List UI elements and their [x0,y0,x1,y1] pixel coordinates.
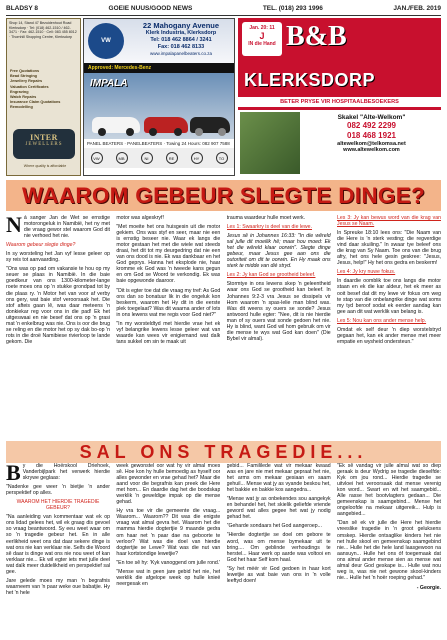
service-item: Free Quotations [10,69,40,73]
lesson-heading: Les 1: Swaarkry is deel van die lewe. [226,224,313,231]
subheading: WAAROM HET HIERDIE TRAGEDIE GEBEUR? [16,499,100,512]
service-item: Jewellery Repairs [10,79,43,84]
service-item: Insurance Claim Quotations [10,100,61,105]
panelbeater-info [128,19,234,63]
bnb-call-label: Skakel "Alte-Welkom" [337,114,406,121]
approved-brand: Approved: Mercedes-Benz [84,63,234,73]
article1-column-4 [337,215,441,441]
logo-mid-text: J [259,31,265,41]
paragraph: In daardie oomblik toe ons langs die motor staan en ek die kar aldeur, het ek meer as ooit besef dat dit my lewe vir fokus om weg te stap van die onbelangrike dinge wat soms my tyd beroof sodat ek eerder aandag kan gee aan dit wat werklik van belang is. [336,278,441,315]
jeweller-ad[interactable] [6,18,81,176]
article2-column-1 [6,463,110,635]
jeweller-tagline: Where quality is affordable [23,164,67,168]
article1-headline-banner [6,180,441,211]
subheading: Waarom gebeur slegte dinge? [6,242,76,249]
paragraph-text: y die Hoërskool Driehoek, Vanderbijlpark het verwerk hierdie skrywe geglaas: [22,463,110,482]
brand-badges [84,148,234,168]
bnb-website[interactable]: www.altewelkom.com [343,147,400,153]
paragraph: "Met moeite het ons huisgesin uit die motor gekiem. Ons was styf en seer, maar nie een is ernstig beseer nie. Waar ek langs die motor gestaan het met die wiele wat steeds draai, het dit tot my deurgedring dat nie een van ons dood is nie. Ek was dankbaar en het God geprys. Hanna het eksplode nie, haar kromme ek God was 'n tweede kans gegun en om God se Woord te verkondig. Ek was baie opgewonde daaroor. [116,224,221,285]
cars-image [84,73,234,139]
jeweller-address: Shop 14, Stand 47 Bezuidenhout Road Klerksdorp · Tel: (018) 462-1510 / 462-3471 · Fax: 462-1510 · Cell: 083 455 8012 · Thornhill Shopping Centre, Klerksdorp [9,21,77,39]
paragraph: "Geharde sondaars het God aangeroep... [226,523,322,530]
paragraph: Hy vra toe vir die gemeente die vraag... Waarom... Waarom?? Dit was die enigste vraag wat almal gevra het. Waarom het die mamma hierdie dogtertjie 9 maande gedra om haar net 'n paar dae na geboorte te verloor? Wat was die doel van hierdie dogtertjie se Lewe? Wat was die nut van haar kortstondige lewetjie? [116,508,221,557]
brand-badge-icon: TO [216,152,228,164]
panelbeater-header [84,19,234,63]
jeweller-logo-text: INTER [30,133,58,142]
bnb-contact-panel [238,110,441,176]
paragraph: In sy worsteling het Jan vyf lesse geleer op sy reis tot aanvaarding. [6,251,110,264]
service-item: Remodelling [10,105,33,110]
article1-body [6,215,441,441]
dropcap: B [6,463,21,485]
article2-column-4 [337,463,441,635]
paragraph: "Na aanleiding van kommentaar wat ek op ons lidad gelees het, wil ek graag dis gevoel so vraag beantwoord. Sy eeu weet waar om so 'n tragedie gebeur het. En in alle eerlikheid weet ons dat daar sekere dinge is wat ons nie kan verklaar nie. Selfs die Woord sê daar is dinge wat ons nie nou weet of kan verklaar nie... Ek wil egter iets met julle deel wat dalk meer duidelikheid en perspektief sal gee. [6,514,110,575]
service-item: Engraving [10,89,29,94]
author-signature: - Georgie. [416,584,441,591]
bnb-email[interactable]: altewelkom@telkomsa.net [337,141,406,147]
paragraph: "Dit is egter toe dat die vraag my tref: As God ons dan so bonatuur lik in die ongeluk kon beskerm, waarom het Hy dit in die eerste plek toegelaat? Was dit waarna ander of lots in ons lewens wat me regis voor God niet?" [116,287,221,318]
bnb-title: B&B [286,21,347,52]
paragraph: "Sy het méér vir God gedoen in haar kort lewetjie as wat baie van ons in 'n volle leeftyd doen! [226,565,331,584]
panelbeater-web[interactable]: www.impalapanelbeaters.co.za [149,51,213,56]
article1-column-1 [6,215,110,441]
paragraph: In Spreuke 18:10 lees ons: "Die Naam van die Here is 'n sterk vesting; die regverdige vind daar skuiling." In swaar tye beleef ons die krag van Sy Naam. Toe ons van die brug afry, het ons hele gesin geskree: "Jesus, Jesus, help!" Hy het ons gedra en beskerm! [336,230,441,267]
paragraph: "Mense wat in geen jare gebid het nie, het werklik die afgelope week op hulle knieë neergesak en [116,568,221,587]
article1-column-3 [227,215,331,441]
guesthouse-photo [240,112,300,174]
panelbeater-caption: PANEL BEATERS · PANELBEATERS · Towing 24 Hours: 082 907 7588 [87,141,230,146]
lesson-heading: Les 3: Jy kan bewus word van die krag van Jesus se Naam. [336,215,441,228]
page-number: BLADSY 8 [6,5,39,12]
dropcap: N [6,215,22,237]
jeweller-services [10,69,80,111]
issue-date: JAN./FEB. 2019 [393,5,441,12]
paragraph: Stormtye in ons lewens skep 'n geleentheid waar ons God se grootheid kan beleef. In Johannes 9:2-3 vra Jesus se dissipels vir Hom waarom 'n spas-lelie man blind was. Was dit weens sy ouers se sonde? Jesus antwoord hulle egter: "Nee, dit is nie hierdie man of sy ouers wat sonde gedoen het nie. Hy is blind, want God wil hom gebruik om vir die mense te wys wat God kan doen" (Die Bybel vir almal). [226,281,331,342]
article2-headline: SAL ONS TRAGEDIE... [79,442,368,462]
jeweller-logo-sub: JEWELLERS [25,142,63,147]
bnb-ad[interactable] [238,18,441,176]
paper-phone: TEL. (018) 293 1996 [262,5,323,12]
paragraph: Jare gelede moes my man 'n begrafnis waarneem van 'n paar weke oue babatjie. Hy het 'n hele [6,577,110,596]
wheel-icon [174,128,182,136]
bnb-town: KLERKSDORP [244,70,376,90]
brand-badge-icon: NI [141,152,153,164]
panelbeater-ad[interactable] [83,18,235,176]
panelbeater-fax: Fax: 018 462 8133 [157,44,205,50]
service-item: Valuation Certificates [10,84,49,89]
paragraph: "Mense wat jy as onbekendes sou aangekyk en behandel het, het skielik geliefde vriende geword wat alles gegee het wat jy nodig gehad het. [226,496,331,521]
paragraph: "Hierdie dogtertjie se doel om gebore te word, was om mense bymekaar uit te bring.... Om geblinde verhoudings te herstel... Haar werk op aarde was voltooi en God het haar Self kom haal. [226,532,331,563]
paper-name: GOEIE NUUS/GOOD NEWS [108,5,193,12]
lesson-heading: Les 2: Jy kan God se grootheid beleef. [226,272,316,279]
paragraph: "Ek sê vandag vir julle almal wat so diep geraak is deur Wydrig se tragedie dieselfde: Kyk om jou rond... Hierdie tragedie se uitvloei het veroorsaak dat mense verenig kon word... Swart en wit het saamgebid... Alle rasse het bootvlagters gedaan... Die gemeenskap is saamgebind... Mense het ongeloofde na mekaar uitgereik... Hulp is aangebied... [336,463,441,518]
ad-row [6,18,441,176]
wheel-icon [98,128,106,136]
panelbeater-tel: Tel: 018 462 8864 / 3241 [150,37,212,43]
wheel-icon [195,128,203,136]
wheel-icon [126,128,134,136]
paragraph: "Dan sê ek vir julle die Here het hierdie vreeslike tragedie in 'n groot geluksens omskep. Hierdie ontsaglike kinders het nie net hulle skool en gemeenskap saamgebind nie... Hulle het die hele land laasgewoon na aansuyn... Hulle het ons óf toegemaak dat ons almal ander mense sien as mense wat almal deur God geskape is... Hulle wat nou weg is, was nie net gewone skool-kinders nie... Hulle het 'n hoër roeping gehad." [336,520,441,581]
paragraph: gebid... Famililede wat vir mekaar kwaad was en jare nie met mekaar gepraat het nie, het arms om mekaar gesiaan en saam gehuil... Mense wat jy as vyande beskou het, het bakkie en bakkie kos aangedra... [226,463,331,494]
brand-badge-icon: MB [116,152,128,164]
bnb-phone[interactable]: 082 492 2299 [347,121,396,130]
bnb-phone[interactable]: 018 468 1921 [347,131,396,140]
bnb-contact [304,114,439,153]
lesson-heading: Les 4: Jy kry nuwe fokus. [336,269,396,276]
panelbeater-street: 22 Mahogany Avenue [142,21,220,30]
jesus-in-hand-logo [242,22,282,56]
page-header [6,5,441,15]
header-rule [6,15,441,16]
vw-emblem-icon: VW [88,23,124,59]
bnb-band: BETER PRYSE VIR HOSPITAALBESOEKERS [238,97,441,107]
wheel-icon [149,128,157,136]
brand-badge-icon: RE [166,152,178,164]
wheel-icon [218,128,226,136]
brand-badge-icon: HY [191,152,203,164]
paragraph [6,215,110,239]
paragraph: Jesus sê in Johannes 16:33: "In die wêreld sal julle dit moeilik hê; maar hou moed: Ek het die wêreld klaar oorwin". Slegte dinge gebeur, maar Jesus gee aan ons die outoriteit om dit te oorwin. En Hy maak ons sterk te midde van dié stryd. [226,233,331,270]
paragraph: motor was algeskryf! [116,215,164,221]
paragraph: "In my worsteldtyd met hierdie vrae het ek vyf belangrike lewens lesse geleer wat van waarde kan wees vir enigiemand wat dalk tans sukkel om sin te maak uit [116,320,221,345]
logo-top-text: Jan. 20: 11 [249,25,275,31]
service-item: Bead Stringing [10,74,38,79]
article2-column-2 [116,463,220,635]
service-item: Watch Repairs [10,95,37,100]
paragraph [6,463,110,485]
article2-column-3 [227,463,331,635]
jeweller-logo [13,129,75,159]
paragraph: trauma waardeur hulle moet werk. [226,215,306,221]
brand-badge-icon: VW [91,152,103,164]
paragraph: Omdat ek self deur 'n diep worstelstryd gegaan het, kan ek ander mense met meer empatie en wysheid ondersteun." [336,326,441,345]
impala-logo: IMPALA [90,78,128,89]
lesson-heading: Les 5: Nou kan ons ander mense help. [336,317,427,324]
paragraph-text: á sanger Jan de Wet se ernstige motorongeluk in Namibië, het ny met die vraag gewor stel waarom God dit nie verhoed het nie. [23,215,110,240]
paragraph: week gewonstel oor wat hy vir almal moes sê. Hoe kon hy hulle bemoedig as hyself oor alles gewonder en vrae gehad het? Maar die aand voor die begrafnis kan preek die Here met hom... En daardie dag het die boodskap werklik 'n geweldige impak op die mense gehad. [116,463,221,506]
panelbeater-town: Klerk Industria, Klerksdorp [145,30,217,36]
paragraph: "Nadenke gee weer 'n bietjie 'n ander perspektief op alles. [6,484,110,497]
article1-column-2 [116,215,220,441]
article1-headline: WAAROM GEBEUR SLEGTE DINGE? [21,183,426,208]
logo-bottom-text: IN die Hand [248,41,276,47]
article2-body [6,463,441,635]
paragraph: "En toe sê hy: 'Kyk vanoggend om julle rond.' [116,559,221,566]
article2-headline-banner [6,441,441,463]
paragraph: "Ons was op pad om vakansie te hou op my seuer se plaas in Namibië. In die baie goedkeur van ons 1300-kilometer-lange roete moes ons op 'n stukke grondpad tot by die plaas ry. 'n Motor het van voor af verby ons gery, wat baie stof veroorsaak het. Die stof afteis gaan lê, was daar meteens 'n donkiekar reg voor ons in die pad! Ek het uitgeswaai en nie besef dat ons op 'n grasi mat 'n enkelbrug was nie. Ons is oor die brug se reling en die motor het op sy dak bo-op 'n rots in die droë Namibiese rivierloop te lande gekom. Die [6,266,110,345]
